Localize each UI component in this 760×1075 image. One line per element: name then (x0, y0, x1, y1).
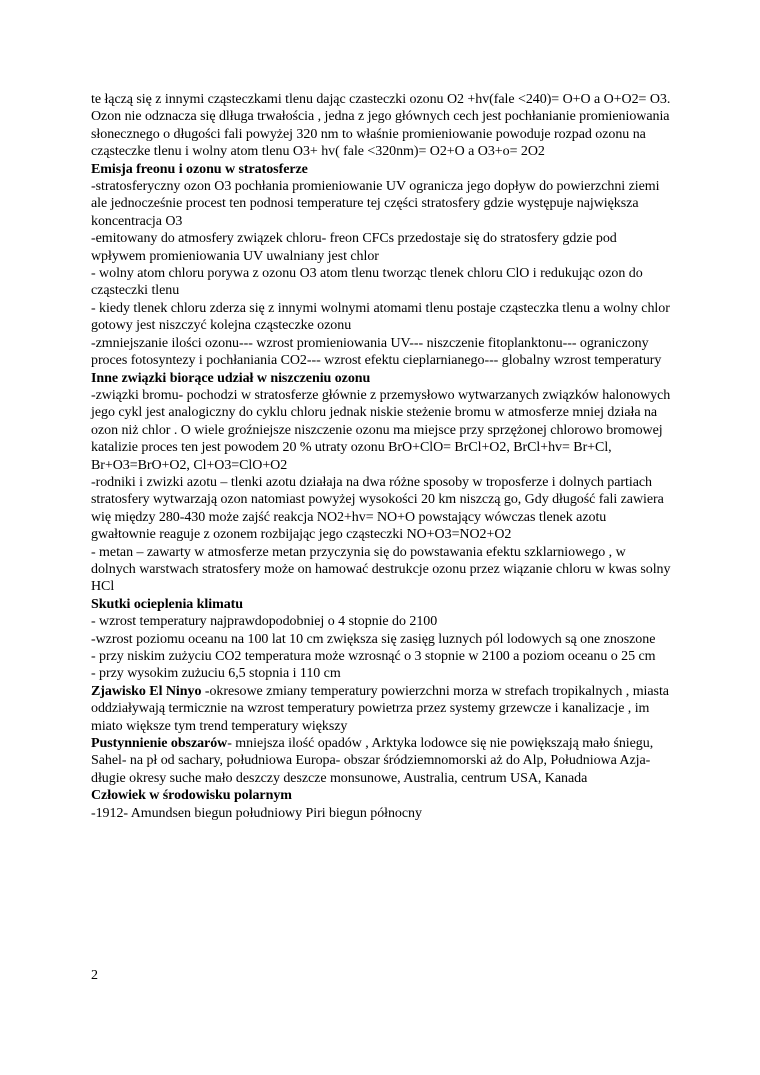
el-nino-text: -okresowe zmiany temperatury powierzchni morza w strefach tropikalnych , miasta oddziaływają termicznie na wzrost temperatury powietrza przez systemy grzewcze i kanalizacje , im miato większe tym trend temperatury większy (91, 683, 669, 734)
list-item: -emitowany do atmosfery związek chloru- freon CFCs przedostaje się do stratosfery gdzie pod wpływem promieniowania UV uwalniany jest chlor (91, 231, 617, 264)
desertification-term: Pustynnienie obszarów (91, 736, 228, 752)
list-item: -stratosferyczny ozon O3 pochłania promieniowanie UV ogranicza jego dopływ do powierzchni ziemi ale jednocześnie procest ten podnosi temperature tej części stratosfery gdzie występuje największa koncentracja O3 (91, 179, 660, 229)
list-item: - wolny atom chloru porywa z ozonu O3 atom tlenu tworząc tlenek chloru ClO i redukując ozon do cząsteczki tlenu (91, 266, 643, 299)
list-item: -wzrost poziomu oceanu na 100 lat 10 cm zwiększa się zasięg luznych pól lodowych są one znoszone (91, 631, 656, 647)
list-item: -zmniejszanie ilości ozonu--- wzrost promieniowania UV--- niszczenie fitoplanktonu--- ograniczony proces fotosyntezy i pochłaniania CO2--- wzrost efektu cieplarnianego--- globalny wzrost temperatury (91, 335, 662, 369)
list-item: -związki bromu- pochodzi w stratosferze głównie z przemysłowo wytwarzanych związków halonowych jego cykl jest analogiczny do cyklu chloru jednak niskie steżenie bromu w atmosferze mniej działa na ozon niż chlor . O wiele groźniejsze niszczenie ozonu ma miejsce przy sprzężonej chlorowo bromowej katalizie proces ten jest powodem 20 % utraty ozonu BrO+ClO= BrCl+O2, BrCl+hv= Br+Cl, Br+O3=BrO+O2, Cl+O3=ClO+O2 (91, 387, 671, 473)
desertification-text: - mniejsza ilość opadów , Arktyka lodowce się nie powiększają mało śniegu, Sahel- na pł od sachary, południowa Europa- obszar śródziemnomorski aż do Alp, Południowa Azja- długie okresy suche mało deszczy deszcze monsunowe, Australia, centrum USA, Kanada (91, 736, 654, 786)
desertification-paragraph (91, 735, 671, 787)
el-nino-paragraph (91, 683, 671, 735)
el-nino-term: Zjawisko El Ninyo (91, 683, 202, 699)
list-item: -rodniki i zwizki azotu – tlenki azotu działaja na dwa różne sposoby w troposferze i dolnych partiach stratosfery wytwarzają ozon natomiast powyżej wysokości 20 km niszczą go, Gdy długość fali zawiera wię między 280-430 może zajść reakcja NO2+hv= NO+O powstający wówczas tlenek azotu gwałtownie reaguje z ozonem rozbijając jego cząsteczki NO+O3=NO2+O2 (91, 474, 664, 543)
section-heading-climate-warming: Skutki ocieplenia klimatu (91, 596, 244, 612)
list-item: - kiedy tlenek chloru zderza się z innymi wolnymi atomami tlenu postaje cząsteczka tlenu a wolny chlor gotowy jest niszczyć kolejna cząsteczke ozonu (91, 300, 670, 334)
list-item: - metan – zawarty w atmosferze metan przyczynia się do powstawania efektu szklarniowego , w dolnych warstwach stratosfery może on hamować destrukcje ozonu przez wiązanie chloru w kwas solny HCl (91, 544, 671, 595)
list-item: -1912- Amundsen biegun południowy Piri biegun północny (91, 805, 422, 821)
list-item: - przy wysokim zużuciu 6,5 stopnia i 110 cm (91, 666, 341, 682)
section-heading-freon-emission: Emisja freonu i ozonu w stratosferze (91, 161, 308, 177)
intro-paragraph: te łączą się z innymi cząsteczkami tlenu dając czasteczki ozonu O2 +hv(fale <240)= O+O a O+O2= O3. Ozon nie odznacza się dlługa trwałościa , jedna z jego głównych cech jest pochłanianie promieniowania słonecznego o długości fali powyżej 320 nm to właśnie promieniowanie powoduje rozpad ozonu na cząsteczke tlenu i wolny atom tlenu O3+ hv( fale <320nm)= O2+O a O3+o= 2O2 (91, 92, 671, 160)
list-item: - wzrost temperatury najprawdopodobniej o 4 stopnie do 2100 (91, 614, 438, 630)
section-heading-other-compounds: Inne związki biorące udział w niszczeniu ozonu (91, 370, 371, 386)
page-number: 2 (91, 968, 98, 983)
list-item: - przy niskim zużyciu CO2 temperatura może wzrosnąć o 3 stopnie w 2100 a poziom oceanu o 25 cm (91, 649, 656, 664)
section-heading-polar-environment: Człowiek w środowisku polarnym (91, 788, 292, 804)
document-body (91, 91, 671, 822)
